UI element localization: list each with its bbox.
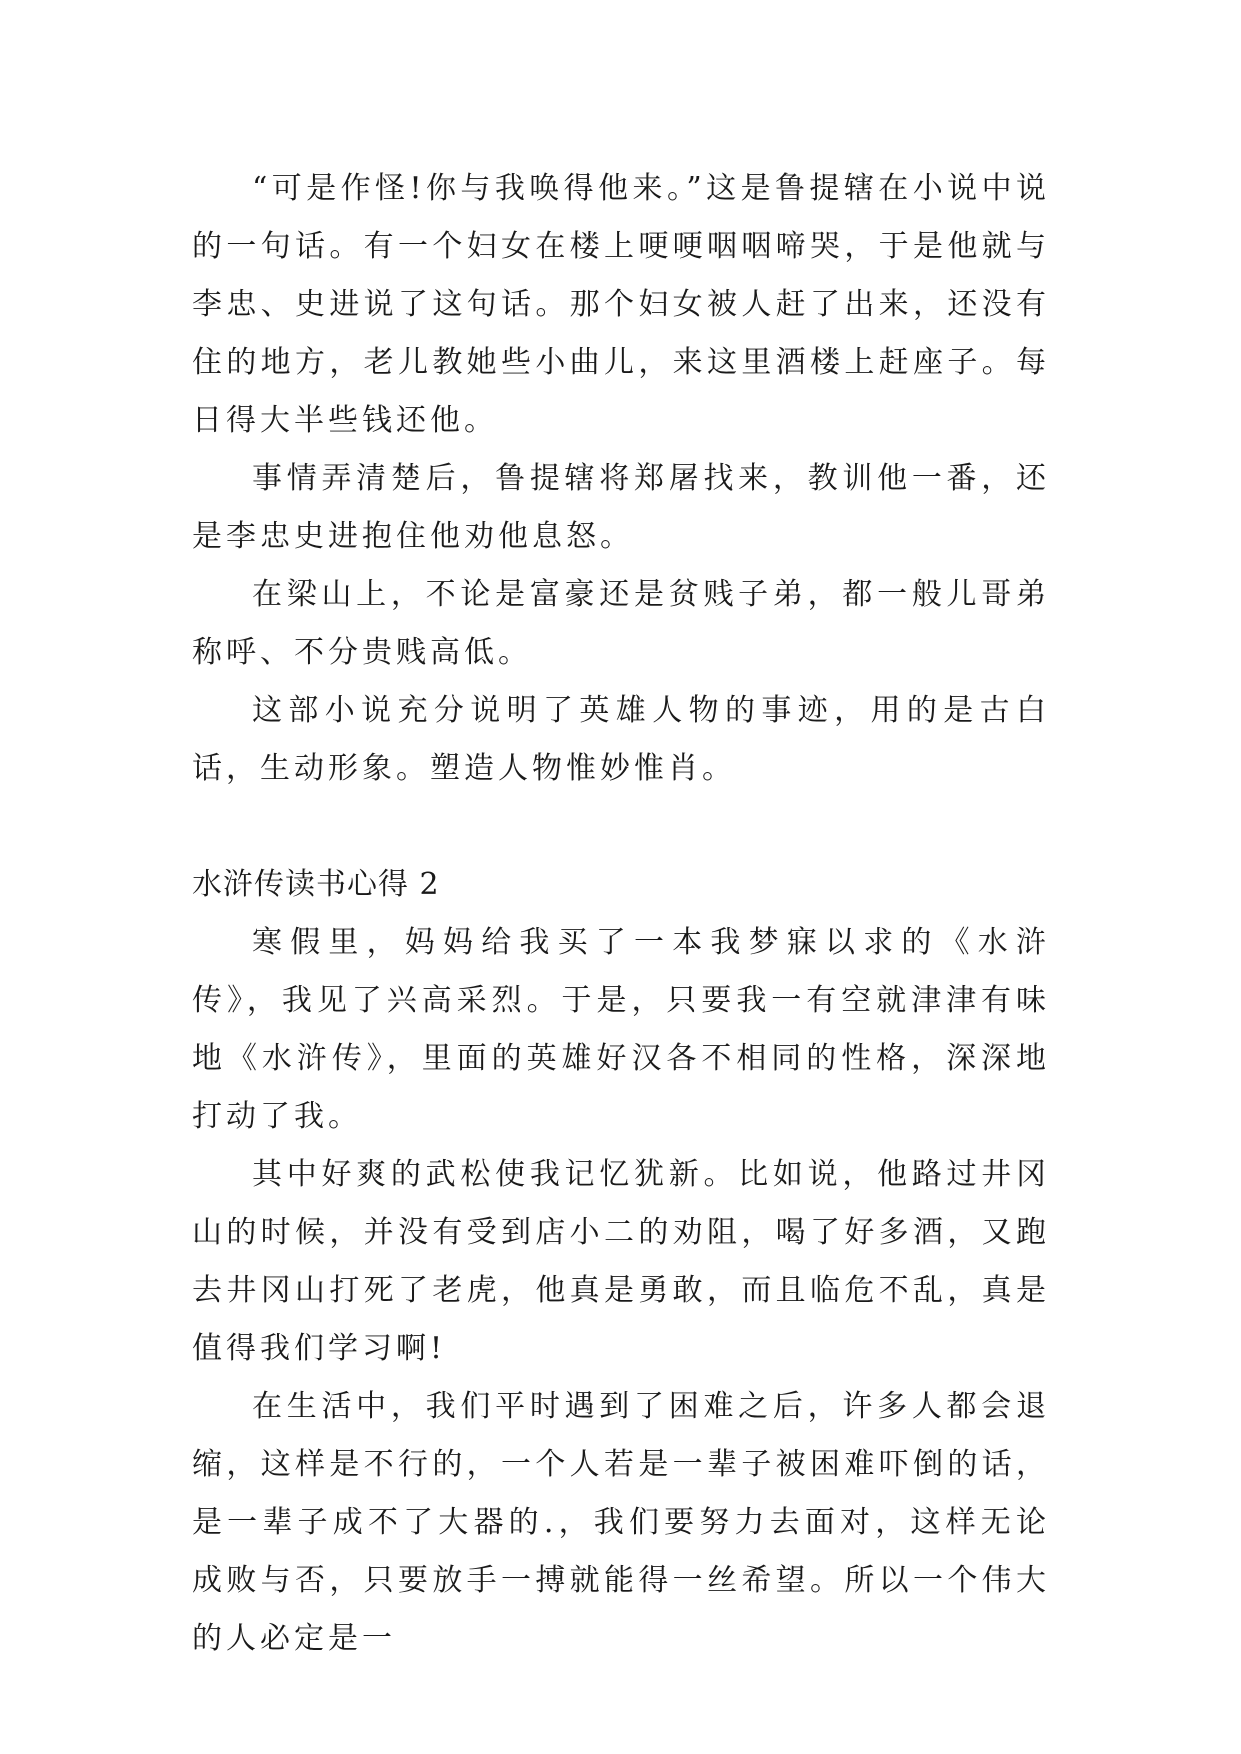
section-heading: 水浒传读书心得 2: [192, 867, 440, 902]
paragraph-6: 其中好爽的武松使我记忆犹新。比如说，他路过井冈山的时候，并没有受到店小二的劝阻，喝了好多酒，又跑去井冈山打死了老虎，他真是勇敢，而且临危不乱，真是值得我们学习啊!: [192, 1157, 1050, 1366]
paragraph-7: 在生活中，我们平时遇到了困难之后，许多人都会退缩，这样是不行的，一个人若是一辈子被困难吓倒的话，是一辈子成不了大器的.，我们要努力去面对，这样无论成败与否，只要放手一搏就能得一丝希望。所以一个伟大的人必定是一: [192, 1389, 1050, 1656]
paragraph-3: 在梁山上，不论是富豪还是贫贱子弟，都一般儿哥弟称呼、不分贵贱高低。: [192, 577, 1050, 670]
paragraph-4: 这部小说充分说明了英雄人物的事迹，用的是古白话，生动形象。塑造人物惟妙惟肖。: [192, 693, 1050, 786]
paragraph-5: 寒假里，妈妈给我买了一本我梦寐以求的《水浒传》，我见了兴高采烈。于是，只要我一有空就津津有味地《水浒传》，里面的英雄好汉各不相同的性格，深深地打动了我。: [192, 925, 1050, 1134]
paragraph-2: 事情弄清楚后，鲁提辖将郑屠找来，教训他一番，还是李忠史进抱住他劝他息怒。: [192, 461, 1050, 554]
paragraph-1: “可是作怪!你与我唤得他来。”这是鲁提辖在小说中说的一句话。有一个妇女在楼上哽哽咽咽啼哭，于是他就与李忠、史进说了这句话。那个妇女被人赶了出来，还没有住的地方，老儿教她些小曲儿，来这里酒楼上赶座子。每日得大半些钱还他。: [192, 171, 1050, 438]
document-body: [192, 160, 1050, 1668]
